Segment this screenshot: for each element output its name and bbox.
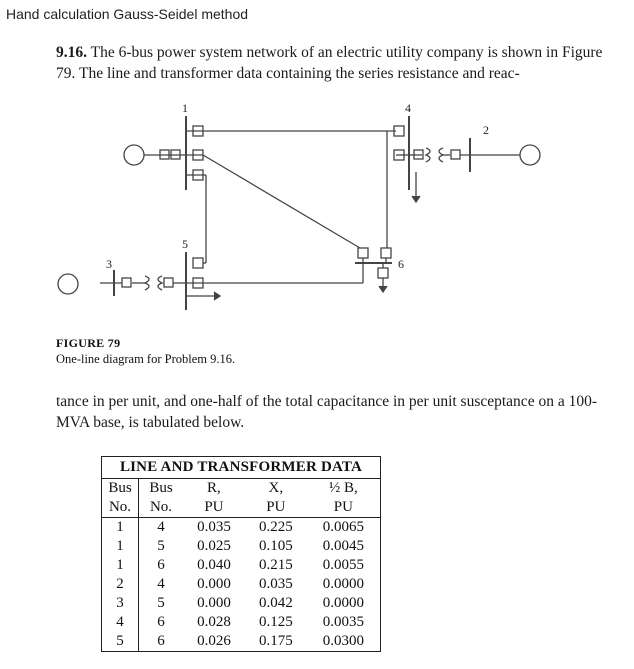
header-cell: PU <box>307 498 381 518</box>
problem-number: 9.16. <box>56 44 87 61</box>
figure-caption: One-line diagram for Problem 9.16. <box>56 352 236 366</box>
table-cell: 5 <box>102 632 139 652</box>
problem-intro-paragraph <box>56 42 616 84</box>
table-cell: 4 <box>157 576 165 592</box>
table-cell: 0.215 <box>258 557 293 573</box>
header-cell: ½ B, <box>328 480 358 496</box>
table-cell: 5 <box>157 538 165 554</box>
table-row <box>102 632 381 652</box>
table-cell: 6 <box>157 614 165 630</box>
bus-label-6: 6 <box>398 257 404 271</box>
table-cell: 0.000 <box>197 576 231 592</box>
table-cell: 0.0065 <box>322 519 364 535</box>
table-cell: 0.0055 <box>322 557 364 573</box>
table-cell: 0.125 <box>258 614 293 630</box>
generator-1 <box>124 145 144 165</box>
table-cell: 0.105 <box>258 538 293 554</box>
table-title: LINE AND TRANSFORMER DATA <box>102 457 381 479</box>
one-line-diagram <box>100 100 560 310</box>
problem-intro-text: The 6-bus power system network of an electric utility company is shown in Figure 79. The line and transformer data containing the series resistance and reac- <box>56 44 603 82</box>
table-cell: 0.026 <box>197 633 231 649</box>
problem-continuation-paragraph: tance in per unit, and one-half of the total capacitance in per unit susceptance on a 100-MVA base, is tabulated below. <box>56 393 597 431</box>
table-cell: 0.0300 <box>322 633 364 649</box>
header-cell: X, <box>268 480 284 496</box>
bus-label-1: 1 <box>182 101 188 115</box>
table-row <box>102 594 381 613</box>
table-cell: 0.025 <box>197 538 231 554</box>
bus-label-2: 2 <box>483 123 489 137</box>
table-cell: 0.0045 <box>322 538 364 554</box>
table-cell: 1 <box>102 518 139 538</box>
table-cell: 0.225 <box>258 519 293 535</box>
table-cell: 3 <box>102 594 139 613</box>
page-header-title: Hand calculation Gauss-Seidel method <box>6 6 249 22</box>
table-header-row-2 <box>102 498 381 518</box>
table-cell: 4 <box>157 519 165 535</box>
line-transformer-data-table <box>101 456 381 652</box>
table-row <box>102 518 381 538</box>
table-cell: 6 <box>157 633 165 649</box>
table-cell: 0.035 <box>258 576 293 592</box>
table-cell: 0.042 <box>258 595 293 611</box>
figure-label: FIGURE 79 <box>56 336 121 350</box>
bus-label-3: 3 <box>106 257 112 271</box>
table-cell: 0.000 <box>197 595 231 611</box>
table-cell: 6 <box>157 557 165 573</box>
generator-3 <box>56 272 80 296</box>
header-cell: Bus <box>102 479 139 499</box>
header-cell: Bus <box>149 480 173 496</box>
table-cell: 0.028 <box>197 614 231 630</box>
header-cell: PU <box>245 498 307 518</box>
header-cell: No. <box>139 498 184 518</box>
bus-label-4: 4 <box>405 101 411 115</box>
table-cell: 0.0035 <box>322 614 364 630</box>
table-cell: 1 <box>102 556 139 575</box>
table-cell: 0.0000 <box>322 576 364 592</box>
table-cell: 0.175 <box>258 633 293 649</box>
table-cell: 4 <box>102 613 139 632</box>
table-cell: 5 <box>157 595 165 611</box>
table-row <box>102 575 381 594</box>
table-row <box>102 613 381 632</box>
table-row <box>102 537 381 556</box>
bus-label-5: 5 <box>182 237 188 251</box>
header-cell: R, <box>207 480 221 496</box>
table-cell: 1 <box>102 537 139 556</box>
header-cell: No. <box>102 498 139 518</box>
header-cell: PU <box>183 498 245 518</box>
table-cell: 0.035 <box>197 519 231 535</box>
generator-2 <box>520 145 540 165</box>
table-cell: 0.0000 <box>322 595 364 611</box>
table-header-row-1 <box>102 479 381 499</box>
table-cell: 2 <box>102 575 139 594</box>
table-cell: 0.040 <box>197 557 231 573</box>
table-row <box>102 556 381 575</box>
